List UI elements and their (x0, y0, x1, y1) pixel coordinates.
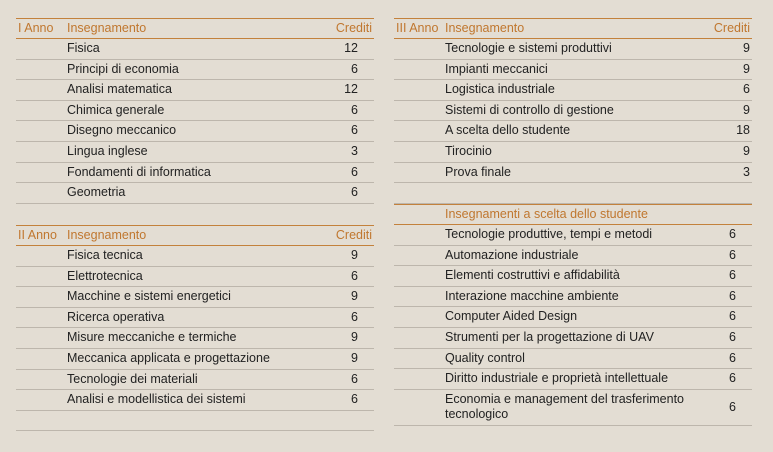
year3-empty-row (394, 183, 752, 204)
course-name: Tecnologie produttive, tempi e metodi (445, 227, 653, 241)
course-credits: 6 (729, 371, 736, 386)
year1-label: I Anno (18, 21, 54, 35)
year1-header (16, 18, 374, 39)
course-credits: 6 (729, 399, 736, 414)
course-name: Logistica industriale (445, 82, 555, 97)
table-row (394, 390, 752, 426)
course-credits: 6 (729, 247, 736, 262)
electives-header (394, 204, 752, 225)
course-name: Prova finale (445, 164, 512, 179)
course-credits: 6 (729, 309, 736, 324)
course-credits: 6 (729, 268, 736, 283)
course-credits: 6 (351, 123, 358, 138)
course-name: Misure meccaniche e termiche (67, 330, 237, 345)
course-credits: 6 (351, 102, 358, 117)
table-row (16, 370, 374, 391)
year1-header-course: Insegnamento (67, 21, 147, 35)
table-row (394, 142, 752, 163)
table-row (394, 101, 752, 122)
electives-table (394, 204, 752, 426)
course-credits: 12 (344, 41, 358, 55)
year2-label: II Anno (18, 228, 57, 242)
table-row (394, 60, 752, 81)
table-row (394, 369, 752, 390)
year3-label: III Anno (396, 21, 439, 35)
course-credits: 9 (351, 330, 358, 345)
course-credits: 6 (351, 185, 358, 200)
course-name: Quality control (445, 350, 525, 365)
table-row (16, 267, 374, 288)
course-name: Disegno meccanico (67, 123, 177, 138)
course-name: Macchine e sistemi energetici (67, 289, 231, 304)
course-name: Strumenti per la progettazione di UAV (445, 329, 654, 344)
course-credits: 6 (729, 329, 736, 344)
table-row (394, 287, 752, 308)
table-row (394, 225, 752, 246)
table-row (394, 39, 752, 60)
table-row (16, 183, 374, 204)
course-credits: 9 (351, 248, 358, 262)
course-credits: 18 (736, 123, 750, 138)
table-row (394, 349, 752, 370)
table-row (16, 101, 374, 122)
table-row (394, 266, 752, 287)
year3-header (394, 18, 752, 39)
course-credits: 6 (729, 227, 736, 241)
course-name: Economia e management del trasferimento tecnologico (445, 391, 685, 421)
table-row (16, 80, 374, 101)
table-row (394, 328, 752, 349)
table-row (16, 328, 374, 349)
table-row (16, 163, 374, 184)
year2-empty-row (16, 411, 374, 432)
course-credits: 9 (743, 61, 750, 76)
course-credits: 9 (743, 41, 750, 55)
year3-header-course: Insegnamento (445, 21, 525, 35)
course-name: Analisi matematica (67, 82, 172, 97)
course-name: Principi di economia (67, 61, 179, 76)
table-row (394, 307, 752, 328)
course-credits: 6 (351, 268, 358, 283)
year3-header-credits: Crediti (713, 21, 750, 35)
course-credits: 3 (351, 143, 358, 158)
course-name: Meccanica applicata e progettazione (67, 350, 270, 365)
course-credits: 9 (351, 289, 358, 304)
course-credits: 6 (743, 82, 750, 97)
table-row (16, 60, 374, 81)
table-row (16, 142, 374, 163)
table-row (16, 308, 374, 329)
course-name: Fisica (67, 41, 100, 55)
course-name: Chimica generale (67, 102, 165, 117)
course-name: Fondamenti di informatica (67, 164, 211, 179)
course-name: Geometria (67, 185, 126, 200)
course-name: Analisi e modellistica dei sistemi (67, 392, 246, 407)
course-name: Lingua inglese (67, 143, 148, 158)
table-row (16, 246, 374, 267)
course-credits: 6 (351, 309, 358, 324)
table-row (394, 80, 752, 101)
course-credits: 6 (351, 61, 358, 76)
course-name: Elettrotecnica (67, 268, 143, 283)
year3-table (394, 18, 752, 204)
course-credits: 6 (729, 288, 736, 303)
year1-header-credits: Crediti (335, 21, 372, 35)
electives-header-label: Insegnamenti a scelta dello studente (445, 207, 648, 221)
course-name: Computer Aided Design (445, 309, 578, 324)
course-name: Impianti meccanici (445, 61, 548, 76)
table-row (16, 390, 374, 411)
year2-header-credits: Crediti (335, 228, 372, 242)
table-row (16, 121, 374, 142)
course-credits: 6 (729, 350, 736, 365)
course-name: Tirocinio (445, 143, 492, 158)
course-credits: 9 (351, 350, 358, 365)
course-credits: 9 (743, 102, 750, 117)
table-row (394, 246, 752, 267)
table-row (394, 121, 752, 142)
course-credits: 12 (344, 82, 358, 97)
course-credits: 6 (351, 371, 358, 386)
course-credits: 9 (743, 143, 750, 158)
course-name: Interazione macchine ambiente (445, 288, 619, 303)
course-name: Diritto industriale e proprietà intellettuale (445, 371, 669, 386)
year2-header-course: Insegnamento (67, 228, 147, 242)
course-name: Ricerca operativa (67, 309, 165, 324)
year1-table (16, 18, 374, 204)
table-row (16, 287, 374, 308)
year2-table (16, 225, 374, 431)
course-name: Tecnologie e sistemi produttivi (445, 41, 612, 55)
course-name: Elementi costruttivi e affidabilità (445, 268, 620, 283)
course-credits: 3 (743, 164, 750, 179)
table-row (16, 349, 374, 370)
course-name: Sistemi di controllo di gestione (445, 102, 614, 117)
course-name: A scelta dello studente (445, 123, 571, 138)
year2-header (16, 225, 374, 246)
course-name: Automazione industriale (445, 247, 579, 262)
course-name: Fisica tecnica (67, 248, 143, 262)
course-name: Tecnologie dei materiali (67, 371, 198, 386)
table-row (394, 163, 752, 184)
course-credits: 6 (351, 164, 358, 179)
table-row (16, 39, 374, 60)
course-credits: 6 (351, 392, 358, 407)
